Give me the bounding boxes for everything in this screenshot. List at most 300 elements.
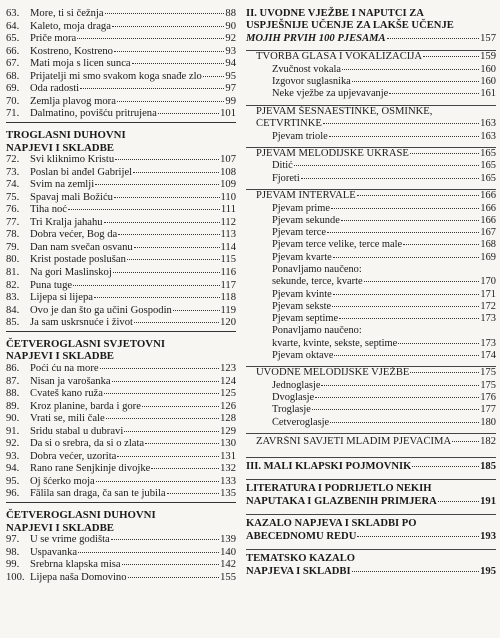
item-title: Pjevam septime — [272, 313, 339, 325]
page-number: 165 — [480, 172, 496, 184]
item-title: Sridu stabal u dubravi — [30, 425, 124, 437]
item-title: Kroz planine, barda i gore — [30, 400, 141, 412]
leader-dots — [332, 306, 479, 307]
item-number: 92. — [6, 438, 20, 450]
page-number: 166 — [480, 214, 496, 226]
item-title: Oda radosti — [30, 83, 80, 95]
divider — [246, 514, 496, 515]
page-number: 114 — [220, 241, 236, 253]
page-number: 168 — [480, 239, 496, 251]
kazalo-heading: KAZALO NAPJEVA I SKLADBI PO — [246, 518, 417, 530]
leader-dots — [330, 422, 479, 423]
page-number: 94 — [225, 58, 236, 70]
page-number: 99 — [225, 95, 236, 107]
leader-dots — [106, 418, 219, 419]
page-number: 113 — [220, 229, 236, 241]
literatura-heading: LITERATURA I PODRIJETLO NEKIH — [246, 483, 432, 495]
list-item — [6, 534, 236, 547]
item-number: 99. — [6, 559, 20, 571]
item-title: Fālila san draga, ča san te jubila — [30, 488, 166, 500]
leader-dots — [105, 13, 225, 14]
item-title: Krist postade poslušan — [30, 254, 126, 266]
zavrsni-entry: ZAVRŠNI SAVJETI MLADIM PJEVAČIMA 182 — [256, 436, 496, 448]
item-number: 98. — [6, 546, 20, 558]
leader-dots — [115, 159, 219, 160]
page-number: 115 — [220, 254, 236, 266]
list-item — [6, 204, 236, 217]
page-number: 174 — [480, 350, 496, 362]
item-title: Pjevam sekunde — [272, 214, 340, 226]
list-item — [246, 301, 496, 313]
list-item — [6, 438, 236, 451]
page-number: 129 — [220, 425, 236, 437]
leader-dots — [68, 209, 220, 210]
item-title: Oj šćerko moja — [30, 475, 95, 487]
item-title: Svim na zemlji — [30, 179, 95, 191]
leader-dots — [357, 536, 479, 537]
item-number: 65. — [6, 33, 20, 45]
list-item — [6, 317, 236, 330]
item-title: Pjevam terce velike, terce male — [272, 239, 403, 251]
leader-dots — [145, 443, 219, 444]
page-number: 88 — [225, 8, 236, 19]
item-number: 68. — [6, 70, 20, 82]
leader-dots — [134, 322, 219, 323]
item-number: 64. — [6, 20, 20, 32]
page-number: 97 — [225, 83, 236, 95]
leader-dots — [364, 281, 480, 282]
list-item — [6, 154, 236, 167]
list-item — [6, 476, 236, 489]
list-item — [6, 413, 236, 426]
item-title: Dvoglasje — [272, 392, 315, 404]
left-column — [6, 8, 236, 584]
list-item — [6, 305, 236, 318]
leader-dots — [334, 355, 479, 356]
item-title: Srebrna klapska misa — [30, 559, 121, 571]
leader-dots — [134, 247, 220, 248]
page-number: 128 — [220, 413, 236, 425]
item-title: Zvučnost vokala — [272, 63, 341, 75]
leader-dots — [341, 220, 480, 221]
list-item — [246, 64, 496, 76]
item-title: More, ti si čežnja — [30, 8, 104, 19]
review-label: Ponavljamo naučeno: — [272, 325, 362, 337]
leader-dots — [452, 441, 479, 442]
leader-dots — [173, 310, 220, 311]
list-item — [6, 388, 236, 401]
page-number: 110 — [220, 191, 236, 203]
list-item — [6, 292, 236, 305]
section-heading: TROGLASNI DUHOVNI NAPJEVI I SKLADBE — [6, 128, 126, 154]
leader-dots — [113, 272, 220, 273]
item-number: 91. — [6, 425, 20, 437]
item-title: Jednoglasje — [272, 379, 321, 391]
item-title: Pjevam sekste — [272, 300, 332, 312]
item-title: Dan nam svečan osvanu — [30, 241, 133, 253]
list-item — [6, 71, 236, 84]
list-item — [246, 76, 496, 88]
page-number: 118 — [220, 292, 236, 304]
item-title: Neke vježbe za upjevavanje — [272, 88, 389, 100]
leader-dots — [333, 294, 480, 295]
divider — [6, 122, 236, 123]
list-item — [246, 173, 496, 185]
list-item — [246, 380, 496, 392]
list-item — [6, 451, 236, 464]
leader-dots — [315, 397, 479, 398]
item-title: Ditić — [272, 160, 293, 172]
item-title: Poslan bi anđel Gabrijel — [30, 166, 133, 178]
leader-dots — [124, 431, 219, 432]
intervali-list-3 — [246, 350, 496, 362]
page-number: 180 — [480, 416, 496, 428]
item-number: 81. — [6, 267, 20, 279]
divider — [246, 457, 496, 458]
list-item — [6, 280, 236, 293]
tematsko-heading: TEMATSKO KAZALO — [246, 553, 355, 565]
leader-dots — [387, 38, 479, 39]
list-item — [6, 488, 236, 501]
section-heading: ČETVEROGLASNI SVJETOVNI NAPJEVI I SKLADBE — [6, 337, 166, 363]
list-item — [246, 392, 496, 404]
leader-dots — [312, 409, 480, 410]
item-number: 82. — [6, 279, 20, 291]
divider — [246, 479, 496, 480]
item-title: Pjevam terce — [272, 227, 326, 239]
page-number: 119 — [220, 304, 236, 316]
item-title: Troglasje — [272, 404, 311, 416]
leader-dots — [104, 222, 220, 223]
list-item — [246, 203, 496, 215]
item-title: Rano rane Senjkinje divojke — [30, 463, 151, 475]
item-title: Četveroglasje — [272, 416, 330, 428]
leader-dots — [132, 63, 225, 64]
leader-dots — [412, 466, 479, 467]
item-title: Tiha noć — [30, 204, 67, 216]
page-number: 140 — [220, 546, 236, 558]
item-number: 67. — [6, 58, 20, 70]
list-item — [246, 350, 496, 362]
list-item — [6, 167, 236, 180]
leader-dots — [94, 297, 220, 298]
item-title: Spavaj mali Božiću — [30, 191, 113, 203]
tematsko-entry: NAPJEVA I SKLADBI 195 — [246, 565, 496, 577]
item-number: 77. — [6, 216, 20, 228]
page-number: 132 — [220, 463, 236, 475]
page-number: 172 — [480, 300, 496, 312]
item-title: Dalmatino, povišću pritrujena — [30, 108, 157, 120]
section-3-entry: III. MALI KLAPSKI POJMOVNIK 185 — [246, 460, 496, 472]
divider — [246, 433, 496, 434]
leader-dots — [117, 101, 225, 102]
item-number: 69. — [6, 83, 20, 95]
page-number: 108 — [220, 166, 236, 178]
leader-dots — [112, 26, 225, 27]
list-item — [246, 88, 496, 100]
page-number: 101 — [220, 108, 236, 120]
item-number: 66. — [6, 45, 20, 57]
leader-dots — [80, 88, 224, 89]
item-title: Svi kliknimo Kristu — [30, 154, 115, 166]
page-number: 117 — [220, 279, 236, 291]
kazalo-entry: ABECEDNOMU REDU 193 — [246, 530, 496, 542]
item-title: Nisan ja varošanka — [30, 375, 111, 387]
leader-dots — [410, 372, 479, 373]
page-number: 160 — [480, 63, 496, 75]
leader-dots — [133, 172, 219, 173]
item-title: Fjoreti — [272, 172, 300, 184]
list-item — [6, 547, 236, 560]
review-entry: kvarte, kvinte, sekste, septime 173 — [272, 337, 496, 349]
list-item — [6, 401, 236, 414]
item-number: 78. — [6, 229, 20, 241]
leader-dots — [294, 165, 480, 166]
review-label: Ponavljamo naučeno: — [272, 263, 362, 275]
list-item — [6, 426, 236, 439]
section-2-heading: II. UVODNE VJEŽBE I NAPUTCI ZA USPJEŠNIJE UČENJE ZA LAKŠE UČENJE — [246, 8, 454, 32]
song-list-d — [6, 534, 236, 584]
item-title: Pjevam kvinte — [272, 288, 332, 300]
leader-dots — [111, 539, 219, 540]
list-item — [6, 217, 236, 230]
leader-dots — [114, 51, 224, 52]
list-item — [246, 239, 496, 251]
item-title: Pjevam prime — [272, 202, 331, 214]
tvorba-heading: TVORBA GLASA I VOKALIZACIJA 159 — [256, 51, 496, 63]
list-item — [6, 267, 236, 280]
page-number: 166 — [480, 202, 496, 214]
leader-dots — [203, 76, 225, 77]
uvodne-list — [246, 380, 496, 429]
item-title: Poći ću na more — [30, 362, 99, 374]
leader-dots — [339, 318, 479, 319]
item-title: Kostreno, Kostreno — [30, 45, 113, 57]
leader-dots — [78, 552, 219, 553]
intervali-list — [246, 203, 496, 264]
list-item — [6, 254, 236, 267]
list-item — [6, 108, 236, 121]
pjevam-16-heading-line2: ČETVRTINKE 163 — [256, 118, 496, 130]
item-number: 93. — [6, 450, 20, 462]
divider — [6, 331, 236, 332]
list-item — [6, 463, 236, 476]
leader-dots — [118, 234, 219, 235]
leader-dots — [438, 501, 479, 502]
list-item — [6, 96, 236, 109]
item-title: Pjevam kvarte — [272, 251, 332, 263]
item-title: Mati moja s licen sunca — [30, 58, 131, 70]
item-title: Priče mora — [30, 33, 77, 45]
leader-dots — [331, 208, 479, 209]
page-number: 116 — [220, 267, 236, 279]
leader-dots — [128, 577, 220, 578]
page-number: 142 — [220, 559, 236, 571]
divider — [246, 549, 496, 550]
item-number: 88. — [6, 388, 20, 400]
leader-dots — [357, 195, 479, 196]
item-number: 80. — [6, 254, 20, 266]
leader-dots — [73, 285, 219, 286]
item-number: 74. — [6, 179, 20, 191]
leader-dots — [142, 406, 219, 407]
leader-dots — [323, 123, 479, 124]
item-title: Prijatelji mi smo svakom koga snađe zlo — [30, 70, 202, 82]
leader-dots — [403, 244, 479, 245]
leader-dots — [333, 257, 480, 258]
item-title: Tri Kralja jahahu — [30, 216, 103, 228]
leader-dots — [167, 493, 220, 494]
leader-dots — [410, 153, 479, 154]
list-item — [246, 313, 496, 325]
list-item — [6, 179, 236, 192]
uvodne-heading: UVODNE MELODIJSKE VJEŽBE 175 — [256, 367, 496, 379]
page-number: 107 — [220, 154, 236, 166]
list-item — [246, 227, 496, 239]
page-number: 165 — [480, 160, 496, 172]
leader-dots — [321, 385, 479, 386]
page-number: 175 — [480, 379, 496, 391]
item-number: 89. — [6, 400, 20, 412]
leader-dots — [329, 136, 480, 137]
item-title: Puna tuge — [30, 279, 73, 291]
item-title: Na gori Maslinskoj — [30, 267, 112, 279]
right-column — [246, 8, 496, 578]
item-title: Ovo je dan što ga učini Gospodin — [30, 304, 172, 316]
leader-dots — [127, 259, 220, 260]
item-number: 63. — [6, 8, 20, 19]
list-item — [6, 33, 236, 46]
song-list-c — [6, 363, 236, 501]
item-number: 76. — [6, 204, 20, 216]
page-number: 167 — [480, 227, 496, 239]
page-number: 92 — [225, 33, 236, 45]
item-number: 72. — [6, 154, 20, 166]
song-list-b — [6, 154, 236, 330]
tvorba-list — [246, 64, 496, 101]
item-title: Dobra većer, Bog da — [30, 229, 118, 241]
item-number: 85. — [6, 317, 20, 329]
page-number: 112 — [220, 216, 236, 228]
leader-dots — [342, 69, 479, 70]
list-item — [246, 160, 496, 172]
leader-dots — [114, 197, 220, 198]
page-number: 90 — [225, 20, 236, 32]
list-item — [6, 21, 236, 34]
intervali-heading: PJEVAM INTERVALE 166 — [256, 190, 496, 201]
list-item — [6, 8, 236, 21]
item-number: 70. — [6, 95, 20, 107]
list-item — [6, 376, 236, 389]
leader-dots — [352, 81, 480, 82]
song-list-a — [6, 8, 236, 121]
page-number: 161 — [480, 88, 496, 100]
list-item — [6, 229, 236, 242]
leader-dots — [151, 468, 219, 469]
item-title: Da si o srebra, da si o zlata — [30, 438, 145, 450]
leader-dots — [327, 232, 479, 233]
leader-dots — [158, 113, 219, 114]
list-item — [6, 192, 236, 205]
item-number: 84. — [6, 304, 20, 316]
item-number: 79. — [6, 241, 20, 253]
list-item — [246, 215, 496, 227]
item-number: 94. — [6, 463, 20, 475]
divider — [6, 502, 236, 503]
section-heading: ČETVEROGLASNI DUHOVNI NAPJEVI I SKLADBE — [6, 508, 156, 534]
page-number: 135 — [220, 488, 236, 500]
item-number: 75. — [6, 191, 20, 203]
item-number: 95. — [6, 475, 20, 487]
page-number: 139 — [220, 534, 236, 546]
ukrasi-list — [246, 160, 496, 185]
item-title: Ja sam uskrsnuće i život — [30, 317, 133, 329]
page-number: 169 — [480, 251, 496, 263]
item-number: 96. — [6, 488, 20, 500]
item-title: Pjevam triole — [272, 130, 328, 142]
list-item — [246, 252, 496, 264]
item-number: 86. — [6, 362, 20, 374]
page-number: 173 — [480, 313, 496, 325]
item-number: 83. — [6, 292, 20, 304]
leader-dots — [389, 93, 479, 94]
page-number: 120 — [220, 317, 236, 329]
list-item — [6, 363, 236, 376]
list-item — [246, 417, 496, 429]
page-number: 126 — [220, 400, 236, 412]
list-item — [6, 559, 236, 572]
item-title: Uspavanka — [30, 546, 78, 558]
page-number: 125 — [220, 388, 236, 400]
intervali-list-2 — [246, 289, 496, 326]
pjevam-16-heading-line1: PJEVAM ŠESNAESTINKE, OSMINKE, — [256, 105, 433, 117]
literatura-entry: NAPUTAKA I GLAZBENIH PRIMJERA 191 — [246, 495, 496, 507]
page-number: 176 — [480, 392, 496, 404]
item-title: Dobra većer, uzorita — [30, 450, 117, 462]
leader-dots — [96, 481, 219, 482]
leader-dots — [104, 393, 219, 394]
page-number: 131 — [220, 450, 236, 462]
page-number: 163 — [480, 130, 496, 142]
leader-dots — [112, 381, 220, 382]
page-number: 93 — [225, 45, 236, 57]
leader-dots — [100, 368, 220, 369]
section-2-entry: MOJIH PRVIH 100 PJESAMA 157 — [246, 32, 496, 44]
page-number: 111 — [220, 204, 236, 216]
list-item — [6, 242, 236, 255]
item-number: 87. — [6, 375, 20, 387]
page-number: 95 — [225, 70, 236, 82]
page-number: 133 — [220, 475, 236, 487]
leader-dots — [398, 343, 479, 344]
item-title: Lijepa naša Domovino — [30, 571, 127, 583]
leader-dots — [95, 184, 219, 185]
item-title: Zemlja plavog mora — [30, 95, 116, 107]
leader-dots — [77, 38, 224, 39]
ukrasi-heading: PJEVAM MELODIJSKE UKRASE 165 — [256, 147, 496, 159]
item-title: Izgovor suglasnika — [272, 76, 351, 88]
leader-dots — [423, 56, 479, 57]
item-number: 97. — [6, 534, 20, 546]
page-number: 123 — [220, 362, 236, 374]
item-title: Lijepa si lijepa — [30, 292, 93, 304]
pjevam-16-list — [246, 131, 496, 143]
page-number: 109 — [220, 179, 236, 191]
list-item — [6, 572, 236, 585]
item-number: 73. — [6, 166, 20, 178]
leader-dots — [301, 178, 480, 179]
page-number: 160 — [480, 76, 496, 88]
